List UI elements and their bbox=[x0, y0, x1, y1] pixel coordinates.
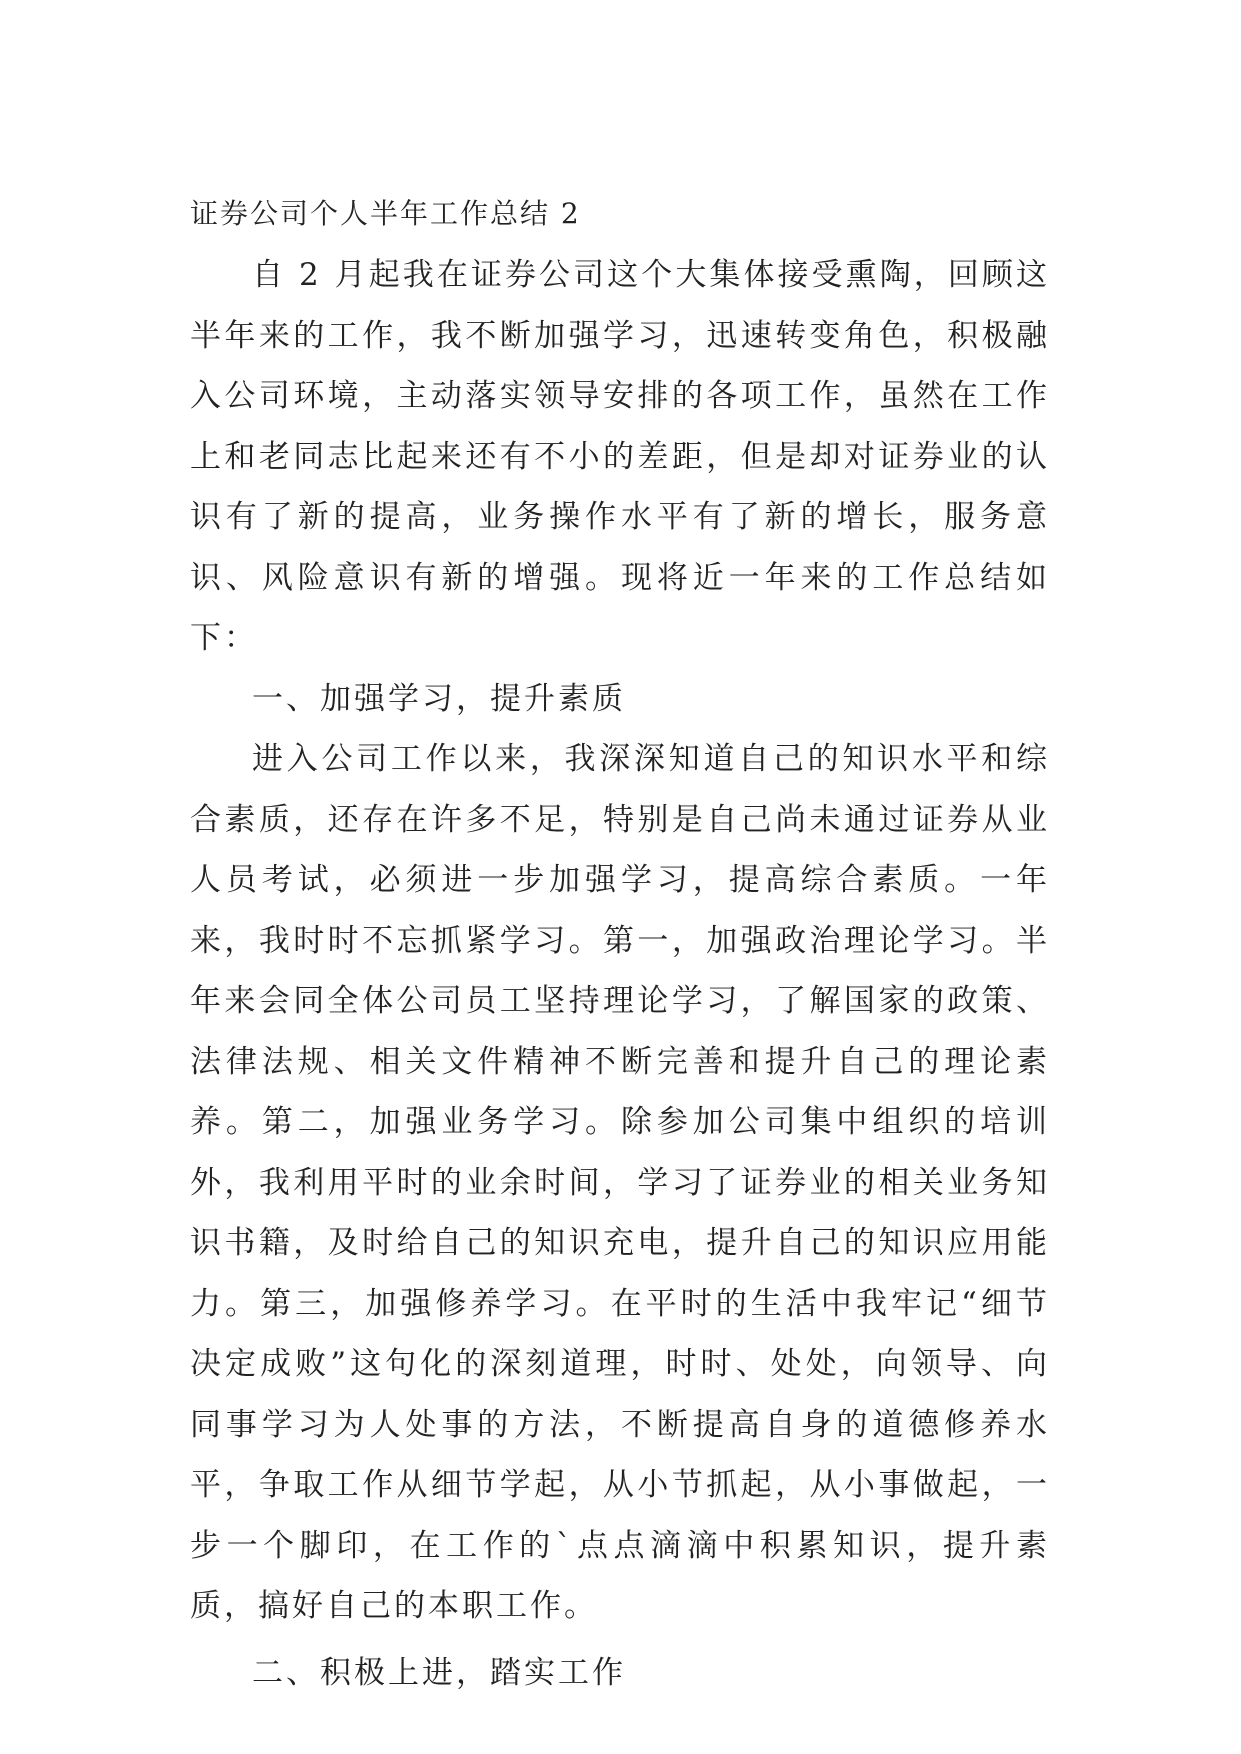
document-title: 证券公司个人半年工作总结 2 bbox=[190, 197, 581, 230]
document-body bbox=[190, 245, 1050, 1703]
intro-paragraph: 自 2 月起我在证券公司这个大集体接受熏陶，回顾这半年来的工作，我不断加强学习，迅速转变角色，积极融入公司环境，主动落实领导安排的各项工作，虽然在工作上和老同志比起来还有不小的差距，但是却对证券业的认识有了新的提高，业务操作水平有了新的增长，服务意识、风险意识有新的增强。现将近一年来的工作总结如下： bbox=[190, 257, 1050, 656]
section-heading-1: 一、加强学习，提升素质 bbox=[252, 680, 626, 717]
section-1-paragraph: 进入公司工作以来，我深深知道自己的知识水平和综合素质，还存在许多不足，特别是自己尚未通过证券从业人员考试，必须进一步加强学习，提高综合素质。一年来，我时时不忘抓紧学习。第一，加强政治理论学习。半年来会同全体公司员工坚持理论学习，了解国家的政策、法律法规、相关文件精神不断完善和提升自己的理论素养。第二，加强业务学习。除参加公司集中组织的培训外，我利用平时的业余时间，学习了证券业的相关业务知识书籍，及时给自己的知识充电，提升自己的知识应用能力。第三，加强修养学习。在平时的生活中我牢记“细节决定成败”这句化的深刻道理，时时、处处，向领导、向同事学习为人处事的方法，不断提高自身的道德修养水平，争取工作从细节学起，从小节抓起，从小事做起，一步一个脚印，在工作的`点点滴滴中积累知识，提升素质，搞好自己的本职工作。 bbox=[190, 741, 1050, 1624]
section-heading-2: 二、积极上进，踏实工作 bbox=[252, 1654, 626, 1691]
